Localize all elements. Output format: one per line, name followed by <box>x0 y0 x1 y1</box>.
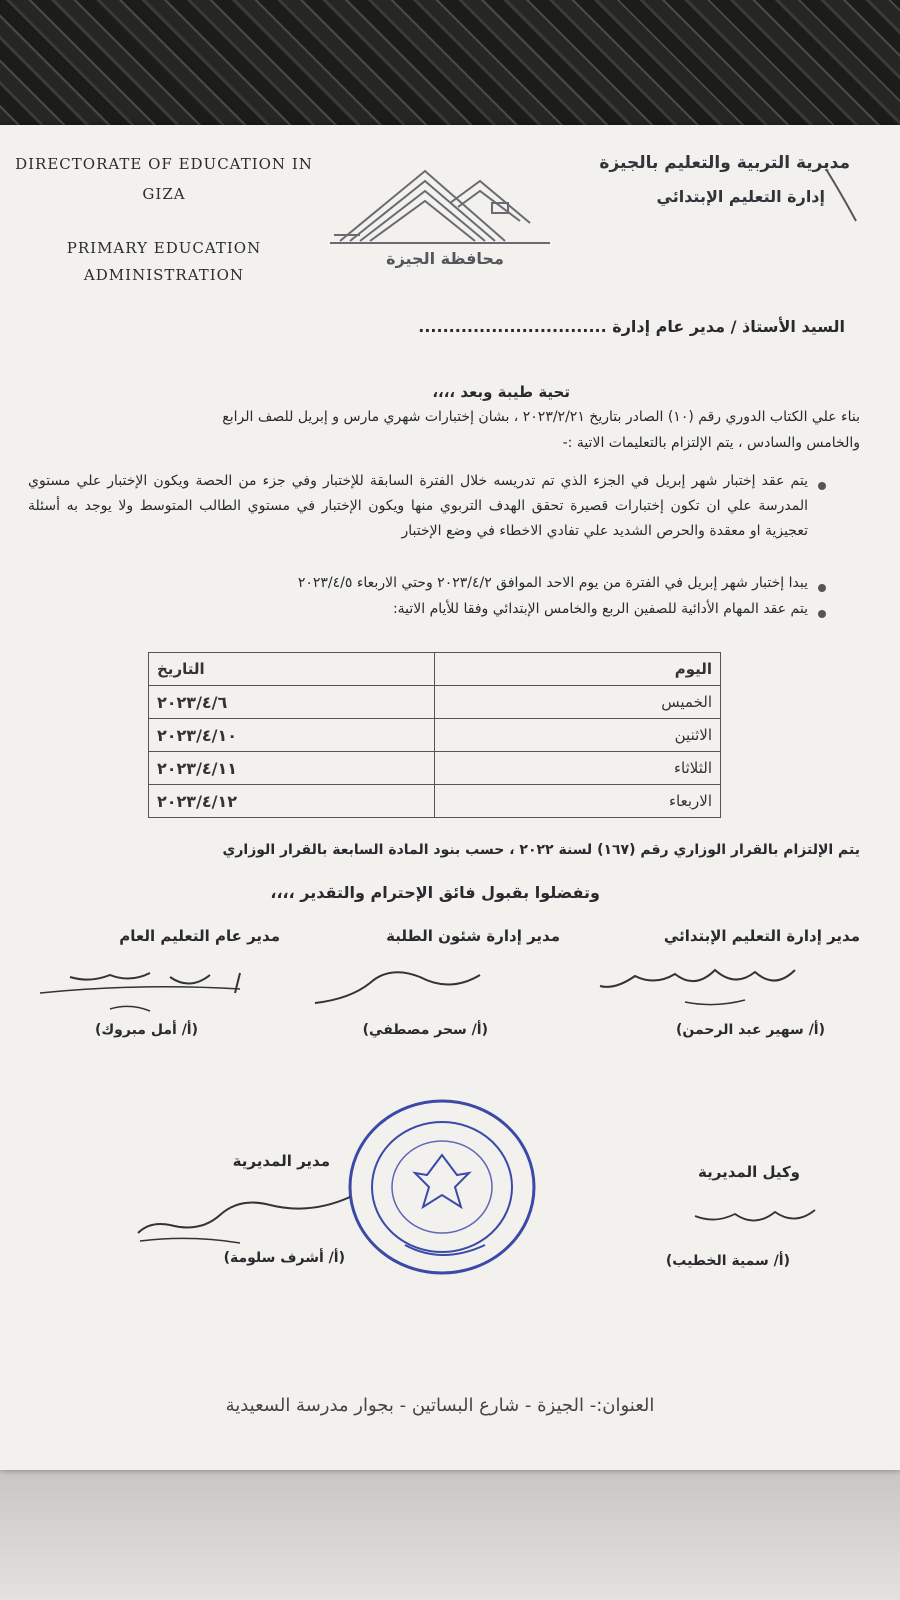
bullet-marker <box>818 482 826 490</box>
signature-name-director: (أ/ أشرف سلومة) <box>223 1250 345 1266</box>
schedule-table <box>148 652 721 818</box>
table-row <box>149 719 721 752</box>
table-header-row <box>149 653 721 686</box>
signature-title-primary: مدير إدارة التعليم الإبتدائي <box>663 927 860 945</box>
header-en-line2: GIZA <box>142 185 186 203</box>
table-cell-day: الاربعاء <box>435 785 721 818</box>
decision-line: يتم الإلتزام بالقرار الوزاري رقم (١٦٧) لسنة ٢٠٢٢ ، حسب بنود المادة السابعة بالقرار الوزاري <box>222 842 860 858</box>
signature-title-students: مدير إدارة شئون الطلبة <box>386 927 560 945</box>
header-en-line1: DIRECTORATE OF EDUCATION IN <box>15 155 313 173</box>
bullet-3: يتم عقد المهام الأدائية للصفين الربع والخامس الإبتدائي وفقا للأيام الاتية: <box>392 601 808 617</box>
signature-title-general: مدير عام التعليم العام <box>119 927 280 945</box>
official-stamp <box>345 1095 540 1280</box>
table-cell-date: ٢٠٢٣/٤/٦ <box>149 686 435 719</box>
handwritten-signature <box>655 1200 825 1240</box>
handwritten-signature <box>130 1185 360 1255</box>
signature-name-general: (أ/ أمل مبروك) <box>94 1022 198 1038</box>
handwritten-signature <box>595 960 805 1020</box>
signature-name-students: (أ/ سحر مصطفي) <box>362 1022 488 1038</box>
intro-line1: بناء علي الكتاب الدوري رقم (١٠) الصادر بتاريخ ٢٠٢٣/٢/٢١ ، بشان إختبارات شهري مارس و إبريل للصف الرابع <box>222 409 860 425</box>
stamp-eagle-icon <box>345 1095 540 1280</box>
greeting: تحية طيبة وبعد ،،،، <box>432 383 570 401</box>
header-ar-line2: إدارة التعليم الإبتدائي <box>656 187 825 206</box>
header-en-line4: ADMINISTRATION <box>83 266 245 284</box>
document-page <box>0 125 900 1470</box>
handwritten-signature <box>310 963 490 1013</box>
bullet-2: يبدا إختبار شهر إبريل في الفترة من يوم الاحد الموافق ٢٠٢٣/٤/٢ وحتي الاربعاء ٢٠٢٣/٤/٥ <box>297 575 808 591</box>
table-header-date: التاريخ <box>149 653 435 686</box>
handwritten-signature <box>30 963 250 1023</box>
table-cell-date: ٢٠٢٣/٤/١١ <box>149 752 435 785</box>
table-row <box>149 752 721 785</box>
table-cell-date: ٢٠٢٣/٤/١٢ <box>149 785 435 818</box>
header-en-line3: PRIMARY EDUCATION <box>66 239 262 257</box>
intro-line2: والخامس والسادس ، يتم الإلتزام بالتعليمات الاتية :- <box>562 435 860 451</box>
table-cell-day: الثلاثاء <box>435 752 721 785</box>
header-flourish <box>822 165 862 225</box>
giza-governorate-logo <box>330 163 560 268</box>
underlying-paper <box>0 1468 900 1600</box>
table-cell-day: الاثنين <box>435 719 721 752</box>
bullet-1: يتم عقد إختبار شهر إبريل في الجزء الذي تم تدريسه خلال الفترة السابقة للإختبار وفي جزء من الحصة ويكون الإختبار علي مستوي المدرسة علي ان تكون إختبارات قصيرة تحقق الهدف التربوي منها ويكون الإختبار في مستوي الطالب المتوسط ولا يوجد به أسئلة تعجيزية او معقدة والحرص الشديد علي تفادي الاخطاء في وضع الإختبار <box>28 473 808 539</box>
bullet-marker <box>818 584 826 592</box>
table-cell-date: ٢٠٢٣/٤/١٠ <box>149 719 435 752</box>
closing-line: وتفضلوا بقبول فائق الإحترام والتقدير ،،،، <box>270 883 600 902</box>
header-ar-line1: مديرية التربية والتعليم بالجيزة <box>599 153 850 173</box>
signature-name-primary: (أ/ سهير عبد الرحمن) <box>676 1022 825 1038</box>
signature-title-deputy: وكيل المديرية <box>698 1163 800 1181</box>
addressee: السيد الأستاذ / مدير عام إدارة ............................... <box>418 317 845 336</box>
table-cell-day: الخميس <box>435 686 721 719</box>
table-row <box>149 785 721 818</box>
bullet-marker <box>818 610 826 618</box>
table-row <box>149 686 721 719</box>
footer-address: العنوان:- الجيزة - شارع البساتين - بجوار مدرسة السعيدية <box>225 1395 655 1416</box>
logo-text: محافظة الجيزة <box>386 249 504 268</box>
signature-name-deputy: (أ/ سمية الخطيب) <box>665 1253 790 1269</box>
table-header-day: اليوم <box>435 653 721 686</box>
signature-title-director: مدير المديرية <box>232 1152 330 1170</box>
pyramids-icon <box>330 163 560 253</box>
